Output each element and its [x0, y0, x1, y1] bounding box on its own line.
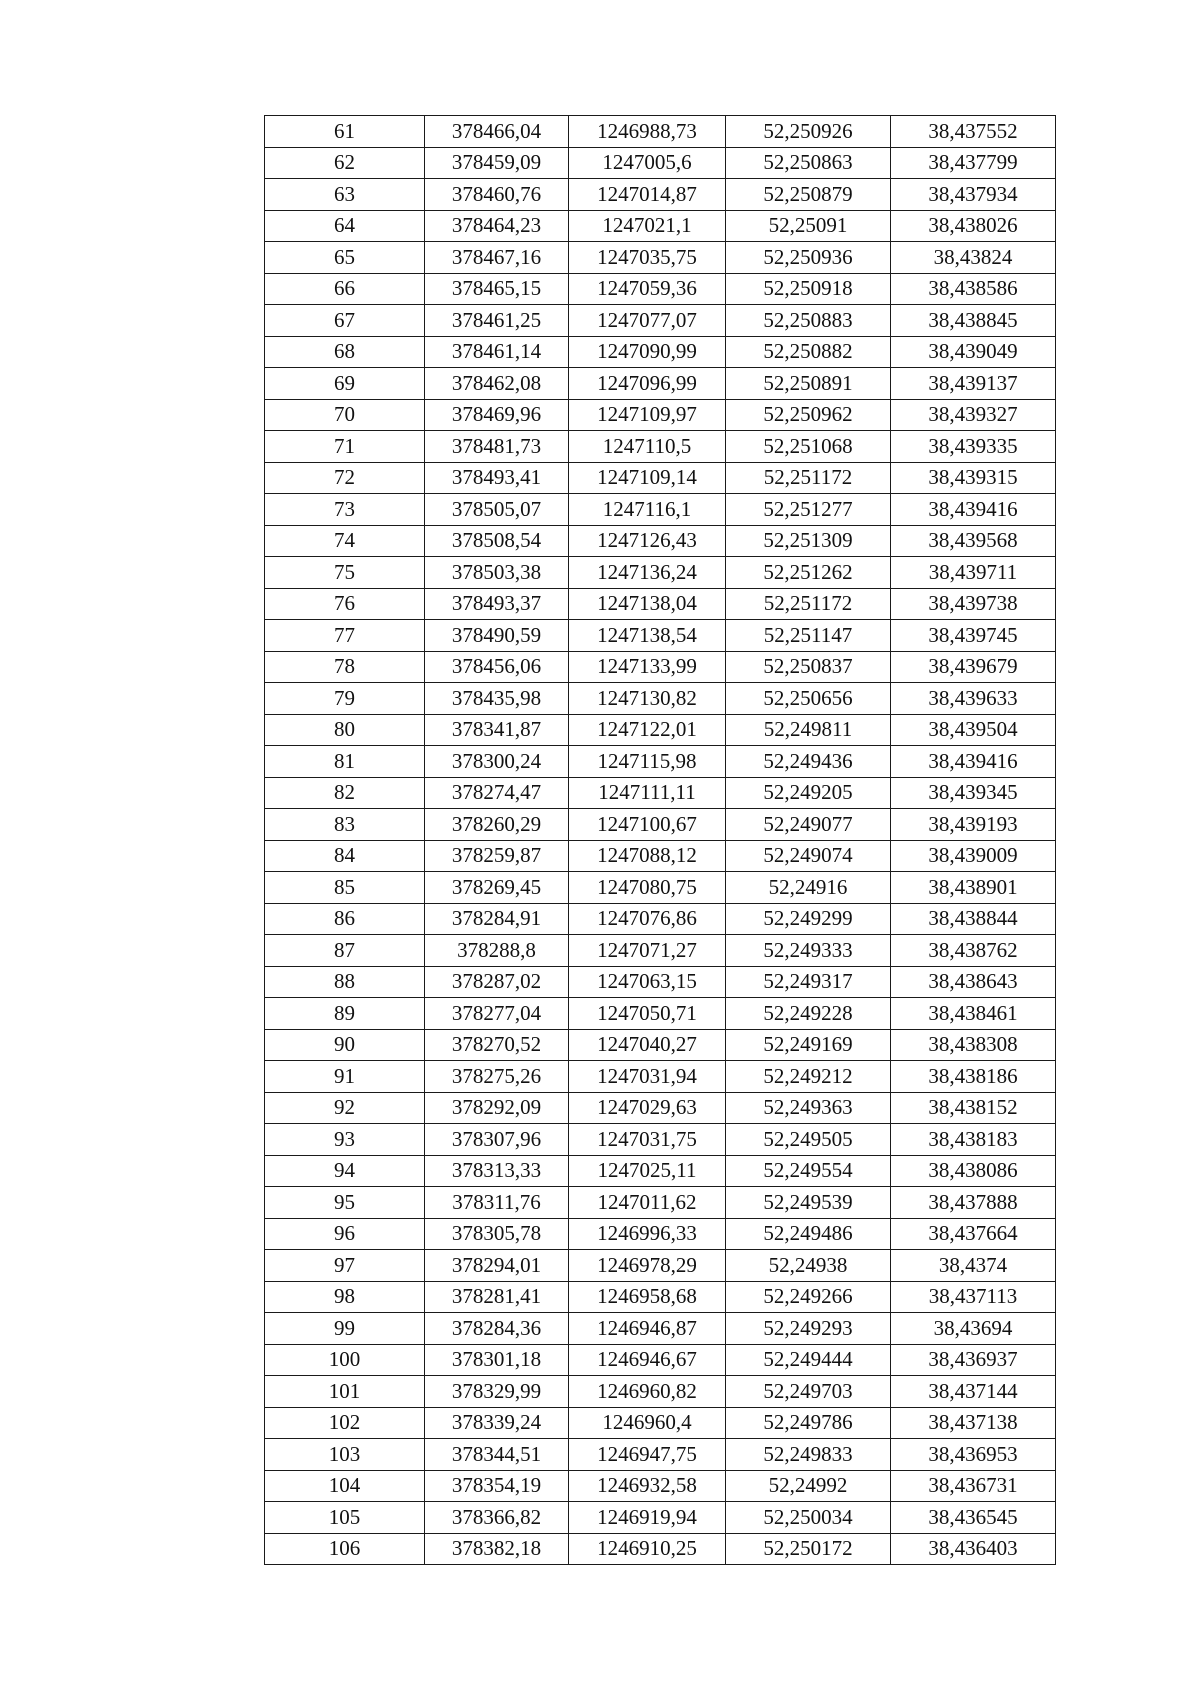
latitude-cell: 52,25091: [726, 210, 891, 242]
x-coordinate-cell: 378493,37: [425, 588, 569, 620]
y-coordinate-cell: 1247035,75: [569, 242, 726, 274]
longitude-cell: 38,438183: [891, 1124, 1056, 1156]
y-coordinate-cell: 1247126,43: [569, 525, 726, 557]
longitude-cell: 38,4374: [891, 1250, 1056, 1282]
table-row: [265, 1029, 1056, 1061]
point-number-cell: 76: [265, 588, 425, 620]
latitude-cell: 52,249333: [726, 935, 891, 967]
x-coordinate-cell: 378461,14: [425, 336, 569, 368]
longitude-cell: 38,438308: [891, 1029, 1056, 1061]
x-coordinate-cell: 378259,87: [425, 840, 569, 872]
x-coordinate-cell: 378490,59: [425, 620, 569, 652]
y-coordinate-cell: 1247111,11: [569, 777, 726, 809]
longitude-cell: 38,438086: [891, 1155, 1056, 1187]
point-number-cell: 65: [265, 242, 425, 274]
y-coordinate-cell: 1247133,99: [569, 651, 726, 683]
point-number-cell: 80: [265, 714, 425, 746]
longitude-cell: 38,438586: [891, 273, 1056, 305]
y-coordinate-cell: 1246947,75: [569, 1439, 726, 1471]
table-row: [265, 1533, 1056, 1565]
point-number-cell: 91: [265, 1061, 425, 1093]
y-coordinate-cell: 1247116,1: [569, 494, 726, 526]
point-number-cell: 67: [265, 305, 425, 337]
longitude-cell: 38,439679: [891, 651, 1056, 683]
latitude-cell: 52,249703: [726, 1376, 891, 1408]
x-coordinate-cell: 378341,87: [425, 714, 569, 746]
table-row: [265, 1281, 1056, 1313]
y-coordinate-cell: 1246946,87: [569, 1313, 726, 1345]
longitude-cell: 38,439193: [891, 809, 1056, 841]
point-number-cell: 93: [265, 1124, 425, 1156]
longitude-cell: 38,438762: [891, 935, 1056, 967]
x-coordinate-cell: 378456,06: [425, 651, 569, 683]
x-coordinate-cell: 378307,96: [425, 1124, 569, 1156]
latitude-cell: 52,250879: [726, 179, 891, 211]
y-coordinate-cell: 1247050,71: [569, 998, 726, 1030]
table-row: [265, 872, 1056, 904]
longitude-cell: 38,439504: [891, 714, 1056, 746]
table-row: [265, 1250, 1056, 1282]
y-coordinate-cell: 1246960,82: [569, 1376, 726, 1408]
point-number-cell: 72: [265, 462, 425, 494]
x-coordinate-cell: 378329,99: [425, 1376, 569, 1408]
longitude-cell: 38,436953: [891, 1439, 1056, 1471]
table-row: [265, 494, 1056, 526]
point-number-cell: 85: [265, 872, 425, 904]
x-coordinate-cell: 378460,76: [425, 179, 569, 211]
x-coordinate-cell: 378344,51: [425, 1439, 569, 1471]
point-number-cell: 104: [265, 1470, 425, 1502]
longitude-cell: 38,438186: [891, 1061, 1056, 1093]
point-number-cell: 75: [265, 557, 425, 589]
longitude-cell: 38,437113: [891, 1281, 1056, 1313]
latitude-cell: 52,249293: [726, 1313, 891, 1345]
latitude-cell: 52,251277: [726, 494, 891, 526]
latitude-cell: 52,24938: [726, 1250, 891, 1282]
table-row: [265, 1407, 1056, 1439]
x-coordinate-cell: 378382,18: [425, 1533, 569, 1565]
table-row: [265, 1470, 1056, 1502]
latitude-cell: 52,250656: [726, 683, 891, 715]
table-row: [265, 210, 1056, 242]
table-row: [265, 147, 1056, 179]
latitude-cell: 52,251309: [726, 525, 891, 557]
x-coordinate-cell: 378481,73: [425, 431, 569, 463]
longitude-cell: 38,438026: [891, 210, 1056, 242]
y-coordinate-cell: 1247130,82: [569, 683, 726, 715]
latitude-cell: 52,249212: [726, 1061, 891, 1093]
table-row: [265, 557, 1056, 589]
y-coordinate-cell: 1246978,29: [569, 1250, 726, 1282]
x-coordinate-cell: 378508,54: [425, 525, 569, 557]
table-row: [265, 935, 1056, 967]
y-coordinate-cell: 1247080,75: [569, 872, 726, 904]
point-number-cell: 74: [265, 525, 425, 557]
longitude-cell: 38,437934: [891, 179, 1056, 211]
coordinates-table: [264, 115, 1056, 1565]
point-number-cell: 66: [265, 273, 425, 305]
table-row: [265, 746, 1056, 778]
x-coordinate-cell: 378464,23: [425, 210, 569, 242]
latitude-cell: 52,251172: [726, 588, 891, 620]
point-number-cell: 69: [265, 368, 425, 400]
longitude-cell: 38,439335: [891, 431, 1056, 463]
table-row: [265, 431, 1056, 463]
y-coordinate-cell: 1247040,27: [569, 1029, 726, 1061]
longitude-cell: 38,436403: [891, 1533, 1056, 1565]
y-coordinate-cell: 1246946,67: [569, 1344, 726, 1376]
table-row: [265, 1439, 1056, 1471]
table-row: [265, 462, 1056, 494]
longitude-cell: 38,438901: [891, 872, 1056, 904]
y-coordinate-cell: 1247138,54: [569, 620, 726, 652]
x-coordinate-cell: 378275,26: [425, 1061, 569, 1093]
x-coordinate-cell: 378292,09: [425, 1092, 569, 1124]
table-row: [265, 714, 1056, 746]
latitude-cell: 52,249833: [726, 1439, 891, 1471]
y-coordinate-cell: 1247059,36: [569, 273, 726, 305]
table-row: [265, 1124, 1056, 1156]
point-number-cell: 88: [265, 966, 425, 998]
latitude-cell: 52,249317: [726, 966, 891, 998]
longitude-cell: 38,439633: [891, 683, 1056, 715]
point-number-cell: 70: [265, 399, 425, 431]
x-coordinate-cell: 378284,91: [425, 903, 569, 935]
y-coordinate-cell: 1247076,86: [569, 903, 726, 935]
latitude-cell: 52,250863: [726, 147, 891, 179]
latitude-cell: 52,249436: [726, 746, 891, 778]
x-coordinate-cell: 378270,52: [425, 1029, 569, 1061]
longitude-cell: 38,438643: [891, 966, 1056, 998]
latitude-cell: 52,249228: [726, 998, 891, 1030]
point-number-cell: 64: [265, 210, 425, 242]
point-number-cell: 100: [265, 1344, 425, 1376]
longitude-cell: 38,438461: [891, 998, 1056, 1030]
x-coordinate-cell: 378465,15: [425, 273, 569, 305]
table-row: [265, 1155, 1056, 1187]
latitude-cell: 52,250936: [726, 242, 891, 274]
x-coordinate-cell: 378274,47: [425, 777, 569, 809]
point-number-cell: 77: [265, 620, 425, 652]
longitude-cell: 38,43824: [891, 242, 1056, 274]
point-number-cell: 79: [265, 683, 425, 715]
point-number-cell: 87: [265, 935, 425, 967]
latitude-cell: 52,250172: [726, 1533, 891, 1565]
table-row: [265, 1092, 1056, 1124]
point-number-cell: 82: [265, 777, 425, 809]
latitude-cell: 52,249205: [726, 777, 891, 809]
table-row: [265, 1313, 1056, 1345]
point-number-cell: 103: [265, 1439, 425, 1471]
y-coordinate-cell: 1247100,67: [569, 809, 726, 841]
y-coordinate-cell: 1246960,4: [569, 1407, 726, 1439]
latitude-cell: 52,250918: [726, 273, 891, 305]
x-coordinate-cell: 378462,08: [425, 368, 569, 400]
x-coordinate-cell: 378435,98: [425, 683, 569, 715]
table-row: [265, 809, 1056, 841]
longitude-cell: 38,437888: [891, 1187, 1056, 1219]
x-coordinate-cell: 378459,09: [425, 147, 569, 179]
y-coordinate-cell: 1246988,73: [569, 116, 726, 148]
longitude-cell: 38,439568: [891, 525, 1056, 557]
point-number-cell: 101: [265, 1376, 425, 1408]
x-coordinate-cell: 378284,36: [425, 1313, 569, 1345]
latitude-cell: 52,249169: [726, 1029, 891, 1061]
table-row: [265, 588, 1056, 620]
table-row: [265, 179, 1056, 211]
longitude-cell: 38,439738: [891, 588, 1056, 620]
table-row: [265, 242, 1056, 274]
y-coordinate-cell: 1246996,33: [569, 1218, 726, 1250]
longitude-cell: 38,436731: [891, 1470, 1056, 1502]
y-coordinate-cell: 1247138,04: [569, 588, 726, 620]
point-number-cell: 105: [265, 1502, 425, 1534]
x-coordinate-cell: 378466,04: [425, 116, 569, 148]
y-coordinate-cell: 1246910,25: [569, 1533, 726, 1565]
latitude-cell: 52,249811: [726, 714, 891, 746]
latitude-cell: 52,250926: [726, 116, 891, 148]
longitude-cell: 38,437552: [891, 116, 1056, 148]
longitude-cell: 38,439745: [891, 620, 1056, 652]
latitude-cell: 52,24992: [726, 1470, 891, 1502]
latitude-cell: 52,249363: [726, 1092, 891, 1124]
point-number-cell: 99: [265, 1313, 425, 1345]
longitude-cell: 38,439327: [891, 399, 1056, 431]
y-coordinate-cell: 1247109,97: [569, 399, 726, 431]
point-number-cell: 97: [265, 1250, 425, 1282]
y-coordinate-cell: 1247063,15: [569, 966, 726, 998]
y-coordinate-cell: 1246932,58: [569, 1470, 726, 1502]
longitude-cell: 38,438152: [891, 1092, 1056, 1124]
x-coordinate-cell: 378269,45: [425, 872, 569, 904]
x-coordinate-cell: 378294,01: [425, 1250, 569, 1282]
table-row: [265, 1502, 1056, 1534]
latitude-cell: 52,249786: [726, 1407, 891, 1439]
x-coordinate-cell: 378339,24: [425, 1407, 569, 1439]
table-row: [265, 1218, 1056, 1250]
x-coordinate-cell: 378287,02: [425, 966, 569, 998]
x-coordinate-cell: 378503,38: [425, 557, 569, 589]
longitude-cell: 38,439009: [891, 840, 1056, 872]
point-number-cell: 63: [265, 179, 425, 211]
longitude-cell: 38,437144: [891, 1376, 1056, 1408]
x-coordinate-cell: 378461,25: [425, 305, 569, 337]
table-row: [265, 840, 1056, 872]
point-number-cell: 94: [265, 1155, 425, 1187]
table-row: [265, 777, 1056, 809]
latitude-cell: 52,251262: [726, 557, 891, 589]
latitude-cell: 52,24916: [726, 872, 891, 904]
longitude-cell: 38,436937: [891, 1344, 1056, 1376]
table-row: [265, 368, 1056, 400]
longitude-cell: 38,437664: [891, 1218, 1056, 1250]
table-row: [265, 273, 1056, 305]
x-coordinate-cell: 378366,82: [425, 1502, 569, 1534]
point-number-cell: 84: [265, 840, 425, 872]
point-number-cell: 86: [265, 903, 425, 935]
point-number-cell: 62: [265, 147, 425, 179]
y-coordinate-cell: 1247011,62: [569, 1187, 726, 1219]
x-coordinate-cell: 378313,33: [425, 1155, 569, 1187]
y-coordinate-cell: 1247014,87: [569, 179, 726, 211]
table-row: [265, 1061, 1056, 1093]
latitude-cell: 52,249486: [726, 1218, 891, 1250]
table-row: [265, 1376, 1056, 1408]
point-number-cell: 73: [265, 494, 425, 526]
y-coordinate-cell: 1247136,24: [569, 557, 726, 589]
latitude-cell: 52,249266: [726, 1281, 891, 1313]
latitude-cell: 52,249554: [726, 1155, 891, 1187]
longitude-cell: 38,439416: [891, 746, 1056, 778]
y-coordinate-cell: 1247115,98: [569, 746, 726, 778]
point-number-cell: 92: [265, 1092, 425, 1124]
x-coordinate-cell: 378493,41: [425, 462, 569, 494]
table-row: [265, 305, 1056, 337]
longitude-cell: 38,439049: [891, 336, 1056, 368]
x-coordinate-cell: 378260,29: [425, 809, 569, 841]
y-coordinate-cell: 1247031,75: [569, 1124, 726, 1156]
x-coordinate-cell: 378469,96: [425, 399, 569, 431]
y-coordinate-cell: 1246958,68: [569, 1281, 726, 1313]
point-number-cell: 71: [265, 431, 425, 463]
x-coordinate-cell: 378281,41: [425, 1281, 569, 1313]
coordinates-table-body: [265, 116, 1056, 1565]
latitude-cell: 52,249444: [726, 1344, 891, 1376]
longitude-cell: 38,43694: [891, 1313, 1056, 1345]
latitude-cell: 52,249299: [726, 903, 891, 935]
longitude-cell: 38,439345: [891, 777, 1056, 809]
point-number-cell: 102: [265, 1407, 425, 1439]
latitude-cell: 52,250882: [726, 336, 891, 368]
longitude-cell: 38,439315: [891, 462, 1056, 494]
point-number-cell: 90: [265, 1029, 425, 1061]
longitude-cell: 38,437799: [891, 147, 1056, 179]
latitude-cell: 52,249074: [726, 840, 891, 872]
latitude-cell: 52,249539: [726, 1187, 891, 1219]
table-row: [265, 525, 1056, 557]
y-coordinate-cell: 1247031,94: [569, 1061, 726, 1093]
longitude-cell: 38,439137: [891, 368, 1056, 400]
point-number-cell: 106: [265, 1533, 425, 1565]
y-coordinate-cell: 1247025,11: [569, 1155, 726, 1187]
latitude-cell: 52,249505: [726, 1124, 891, 1156]
table-row: [265, 336, 1056, 368]
latitude-cell: 52,250962: [726, 399, 891, 431]
table-row: [265, 903, 1056, 935]
y-coordinate-cell: 1247029,63: [569, 1092, 726, 1124]
longitude-cell: 38,439416: [891, 494, 1056, 526]
y-coordinate-cell: 1247077,07: [569, 305, 726, 337]
point-number-cell: 83: [265, 809, 425, 841]
y-coordinate-cell: 1247021,1: [569, 210, 726, 242]
latitude-cell: 52,250891: [726, 368, 891, 400]
y-coordinate-cell: 1247110,5: [569, 431, 726, 463]
table-row: [265, 399, 1056, 431]
point-number-cell: 81: [265, 746, 425, 778]
longitude-cell: 38,437138: [891, 1407, 1056, 1439]
longitude-cell: 38,436545: [891, 1502, 1056, 1534]
y-coordinate-cell: 1247109,14: [569, 462, 726, 494]
longitude-cell: 38,439711: [891, 557, 1056, 589]
latitude-cell: 52,249077: [726, 809, 891, 841]
point-number-cell: 78: [265, 651, 425, 683]
x-coordinate-cell: 378311,76: [425, 1187, 569, 1219]
point-number-cell: 95: [265, 1187, 425, 1219]
point-number-cell: 89: [265, 998, 425, 1030]
x-coordinate-cell: 378301,18: [425, 1344, 569, 1376]
longitude-cell: 38,438845: [891, 305, 1056, 337]
latitude-cell: 52,250034: [726, 1502, 891, 1534]
x-coordinate-cell: 378354,19: [425, 1470, 569, 1502]
x-coordinate-cell: 378505,07: [425, 494, 569, 526]
table-row: [265, 620, 1056, 652]
y-coordinate-cell: 1247071,27: [569, 935, 726, 967]
table-row: [265, 966, 1056, 998]
x-coordinate-cell: 378467,16: [425, 242, 569, 274]
x-coordinate-cell: 378300,24: [425, 746, 569, 778]
y-coordinate-cell: 1247096,99: [569, 368, 726, 400]
table-row: [265, 998, 1056, 1030]
x-coordinate-cell: 378288,8: [425, 935, 569, 967]
table-row: [265, 683, 1056, 715]
table-row: [265, 651, 1056, 683]
point-number-cell: 96: [265, 1218, 425, 1250]
y-coordinate-cell: 1247090,99: [569, 336, 726, 368]
table-row: [265, 116, 1056, 148]
table-row: [265, 1344, 1056, 1376]
point-number-cell: 68: [265, 336, 425, 368]
y-coordinate-cell: 1247122,01: [569, 714, 726, 746]
point-number-cell: 98: [265, 1281, 425, 1313]
point-number-cell: 61: [265, 116, 425, 148]
latitude-cell: 52,251068: [726, 431, 891, 463]
y-coordinate-cell: 1247088,12: [569, 840, 726, 872]
x-coordinate-cell: 378277,04: [425, 998, 569, 1030]
x-coordinate-cell: 378305,78: [425, 1218, 569, 1250]
latitude-cell: 52,250883: [726, 305, 891, 337]
longitude-cell: 38,438844: [891, 903, 1056, 935]
latitude-cell: 52,251147: [726, 620, 891, 652]
latitude-cell: 52,250837: [726, 651, 891, 683]
y-coordinate-cell: 1246919,94: [569, 1502, 726, 1534]
y-coordinate-cell: 1247005,6: [569, 147, 726, 179]
latitude-cell: 52,251172: [726, 462, 891, 494]
table-row: [265, 1187, 1056, 1219]
